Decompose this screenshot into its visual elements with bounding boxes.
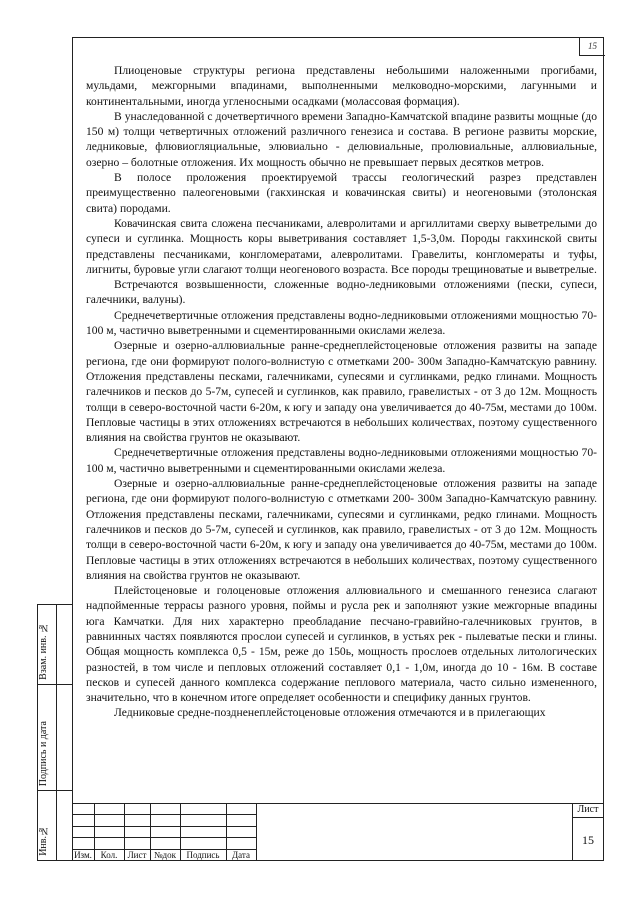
stamp-header-ndok: №док xyxy=(153,850,177,860)
title-block xyxy=(72,803,604,861)
sheet-cell-line xyxy=(572,817,604,818)
paragraph: Среднечетвертичные отложения представлены водно-ледниковыми отложениями мощностью 70-100 м, частично выветренными и сцементированными окислами железа. xyxy=(86,446,597,475)
title-block-row-line xyxy=(72,814,256,815)
side-cell-sign-date xyxy=(38,685,72,791)
stamp-header-podpis: Подпись xyxy=(186,850,220,860)
side-label-vzam-inv: Взам. инв. № xyxy=(38,622,49,680)
paragraph: В полосе проложения проектируемой трассы геологический разрез представлен преимущественно палеогеновыми (гакхинская и ковачинская свиты) и неогеновыми (этолонская свита) породами. xyxy=(86,171,597,215)
stamp-header-data: Дата xyxy=(232,850,250,860)
paragraph: Встречаются возвышенности, сложенные водно-ледниковыми отложениями (пески, супеси, галечники, валуны). xyxy=(86,278,597,307)
paragraph: Ледниковые средне-поздненеплейстоценовые отложения отмечаются и в прилегающих xyxy=(114,706,546,720)
paragraph: Среднечетвертичные отложения представлены водно-ледниковыми отложениями мощностью 70-100 м, частично выветренными и сцементированными окислами железа. xyxy=(86,308,597,338)
title-block-row-line xyxy=(72,837,256,838)
sheet-label: Лист xyxy=(577,804,599,815)
side-cell-vzam-inv xyxy=(38,605,72,685)
paragraph: В унаследованной с дочетвертичного времени Западно-Камчатской впадине развиты мощные (до 150 м) толщи четвертичных отложений различного генезиса и состава. В регионе развиты морские, ледниковые, флювиогляциальные, элювиально - делювиальные, пролювиальные, аллювиальные, озерно – болотные отложения. Их мощность обычно не превышает первых десятков метров. xyxy=(86,109,597,169)
stamp-header-izm: Изм. xyxy=(74,850,92,860)
document-body xyxy=(86,63,597,721)
paragraph: Озерные и озерно-аллювиальные ранне-среднеплейстоценовые отложения развиты на западе региона, где они формируют полого-волнистую с отметками 200- 300м Западно-Камчатскую равнину. Отложения представлены песками, галечниками, супесями и суглинками, редко глинами. Мощность галечников и песков до 5-7м, супесей и суглинков, как правило, гравелистых - от 3 до 12м. Мощность толщи в северо-восточной части 6-20м, к югу и западу она увеличивается до 40-75м, местами до 100м. Пепловые частицы в этих отложениях встречаются в небольших количествах, поэтому существенного влияния на свойства грунтов не оказывают. xyxy=(86,477,597,582)
corner-page-mark: 15 xyxy=(579,38,605,56)
sheet-number: 15 xyxy=(582,833,594,847)
side-label-sign-date: Подпись и дата xyxy=(38,720,49,786)
stamp-header-list: Лист xyxy=(127,850,147,860)
paragraph: Плейстоценовые и голоценовые отложения аллювиального и смешанного генезиса слагают надпойменные террасы разного уровня, поймы и русла рек и заполняют узкие межгорные впадины юга Камчатки. Для них характерно преобладание песчано-гравийно-галечниковых грунтов, в равнинных частях появляются прослои супесей и суглинков, в устьях рек - пылеватые пески и глины. Общая мощность комплекса 0,5 - 15м, реже до 150ь, мощность прослоев отдельных литологических разностей, в том числе и пепловых отложений составляет 0,1 - 1,0м, иногда до 10 - 16м. В составе песков и супесей данного комплекса содержание пеплового материала, часто сильно измененного, значительно, что в конечном итоге определяет особенности и специфику данных грунтов. xyxy=(86,584,597,705)
side-label-inv-no: Инв.№ xyxy=(38,825,49,856)
paragraph: Плиоценовые структуры региона представлены небольшими наложенными прогибами, мульдами, межгорными впадинами, выполненными мелководно-морскими, лагунными и континентальными, иногда угленосными осадками (молассовая формация). xyxy=(86,64,597,108)
title-block-row-line xyxy=(72,826,256,827)
title-block-top-line xyxy=(72,803,604,804)
paragraph: Озерные и озерно-аллювиальные ранне-среднеплейстоценовые отложения развиты на западе региона, где они формируют полого-волнистую с отметками 200- 300м Западно-Камчатскую равнину. Отложения представлены песками, галечниками, супесями и суглинками, редко глинами. Мощность галечников и песков до 5-7м, супесей и суглинков, как правило, гравелистых - от 3 до 12м. Мощность толщи в северо-восточной части 6-20м, к югу и западу она увеличивается до 40-75м, местами до 100м. Пепловые частицы в этих отложениях встречаются в небольших количествах, поэтому существенного влияния на свойства грунтов не оказывают. xyxy=(86,339,597,445)
paragraph: Ковачинская свита сложена песчаниками, алевролитами и аргиллитами сверху выветрелыми до супеси и суглинка. Мощность коры выветривания составляет 1,5-3,0м. Породы гакхинской свиты представлены песчаниками, конгломератами, алевролитами. Гравелиты, конгломераты и туфы, лигниты, буровые угли слагают толщи неогенового возраста. Все породы трещиноватые и выветрелые. xyxy=(86,216,597,276)
title-block-col-line xyxy=(256,803,257,861)
side-stamp-table xyxy=(37,604,72,861)
stamp-header-kol: Кол. xyxy=(100,850,118,860)
side-cell-inv-no xyxy=(38,791,72,860)
